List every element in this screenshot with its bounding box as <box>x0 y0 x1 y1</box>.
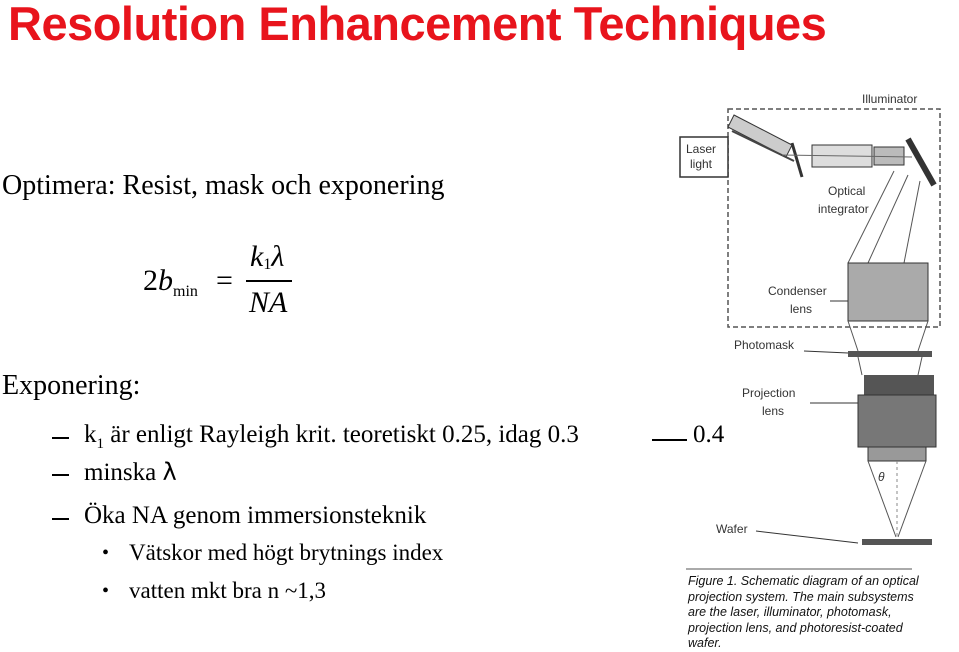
label-theta: θ <box>878 470 885 484</box>
resolution-formula <box>143 240 303 330</box>
label-projection-lens: lens <box>762 404 785 418</box>
formula-lhs: $2b_{min}$ <box>143 264 198 300</box>
bullet: • <box>102 580 110 602</box>
label-projection: Projection <box>742 386 796 400</box>
list-item-lambda: minska λ <box>84 458 177 486</box>
slide-title: Resolution Enhancement Techniques <box>8 0 827 50</box>
list-dash <box>52 437 69 439</box>
wafer <box>862 539 932 545</box>
label-optical: Optical <box>828 184 866 198</box>
heading-exposure: Exponering: <box>2 370 141 401</box>
sub-item-water: vatten mkt bra n ~1,3 <box>129 578 327 603</box>
beam-expander <box>728 115 792 157</box>
fraction-bar <box>246 280 292 282</box>
label-wafer: Wafer <box>716 522 748 536</box>
list-item-rayleigh-tail: 0.4 <box>693 421 725 448</box>
condenser-lens <box>848 263 928 321</box>
heading-optimize: Optimera: Resist, mask och exponering <box>2 170 445 201</box>
label-illuminator: Illuminator <box>862 92 918 106</box>
list-dash <box>52 474 69 476</box>
formula-numerator: $k_1\lambda$ <box>250 240 285 273</box>
label-light: light <box>690 157 713 171</box>
projection-lens <box>858 395 936 447</box>
label-integrator: integrator <box>818 202 869 216</box>
list-dash <box>52 518 69 520</box>
photomask <box>848 351 932 357</box>
bullet: • <box>102 542 110 564</box>
label-condenser: Condenser <box>768 284 827 298</box>
label-photomask: Photomask <box>734 338 795 352</box>
sub-item-liquids: Vätskor med högt brytnings index <box>129 540 444 565</box>
label-laser: Laser <box>686 142 717 156</box>
formula-denominator: NA <box>249 286 288 319</box>
list-item-rayleigh: $k_1$ är enligt Rayleigh krit. teoretiskt 0.25, idag 0.3 <box>84 421 579 452</box>
figure-caption: Figure 1. Schematic diagram of an optical projection system. The main subsystems are the laser, illuminator, photomask, projection lens, and photoresist-coated wafer. <box>688 574 919 650</box>
formula-equals: = <box>216 264 233 297</box>
label-condenser-lens: lens <box>790 302 813 316</box>
projection-lens-top <box>864 375 934 395</box>
projection-system-diagram <box>672 85 957 575</box>
list-item-na: Öka NA genom immersionsteknik <box>84 502 427 529</box>
